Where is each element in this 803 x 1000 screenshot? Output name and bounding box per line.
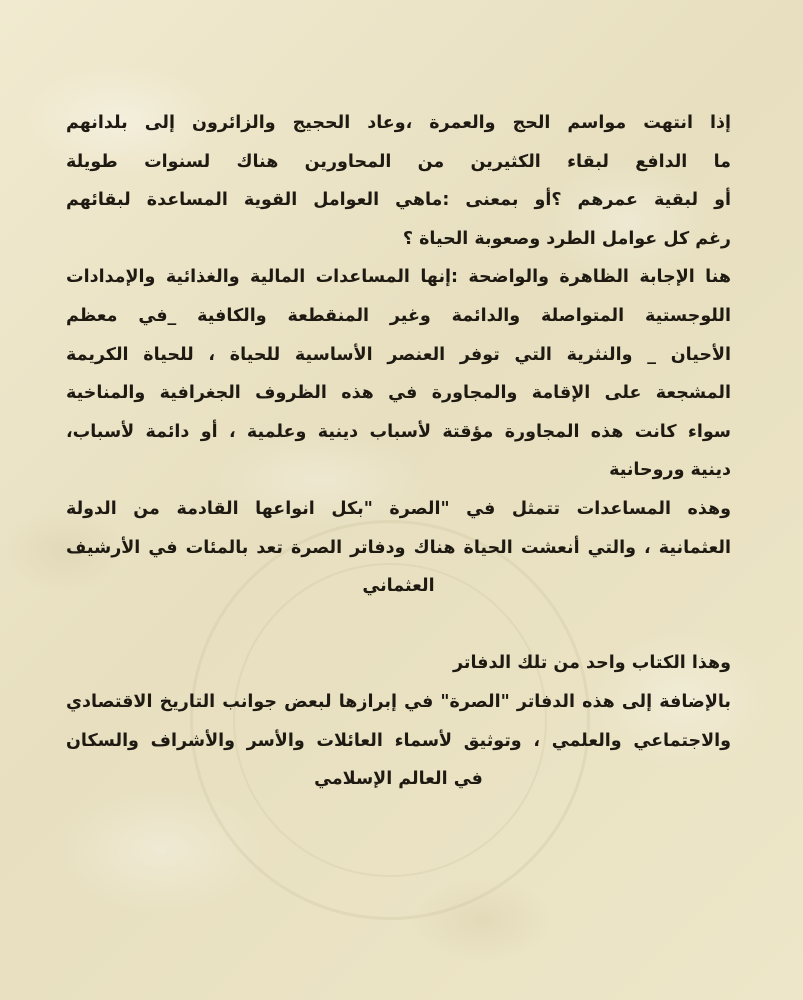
arabic-text-body — [66, 104, 731, 799]
text-line: رغم كل عوامل الطرد وصعوبة الحياة ؟ — [402, 228, 731, 249]
text-line: المشجعة على الإقامة والمجاورة في هذه الظروف الجغرافية والمناخية — [66, 383, 731, 404]
text-line: ما الدافع لبقاء الكثيرين من المحاورين هناك لسنوات طويلة — [66, 151, 731, 172]
text-line: سواء كانت هذه المجاورة مؤقتة لأسباب دينية وعلمية ، أو دائمة لأسباب، — [66, 421, 731, 442]
text-line: العثمانية ، والتي أنعشت الحياة هناك ودفاتر الصرة تعد بالمئات في الأرشيف — [66, 537, 731, 558]
text-line: أو لبقية عمرهم ؟أو بمعنى :ماهي العوامل القوية المساعدة لبقائهم — [66, 190, 731, 211]
text-line: العثماني — [362, 576, 435, 597]
text-line: الأحيان _ والنثرية التي توفر العنصر الأساسية للحياة ، للحياة الكريمة — [66, 344, 731, 365]
text-line: وهذه المساعدات تتمثل في "الصرة "بكل انواعها القادمة من الدولة — [66, 498, 731, 519]
text-line: إذا انتهت مواسم الحج والعمرة ،وعاد الحجيج والزائرون إلى بلدانهم — [66, 113, 731, 133]
text-line: في العالم الإسلامي — [314, 769, 483, 790]
text-line: دينية وروحانية — [609, 460, 731, 481]
text-line: هنا الإجابة الظاهرة والواضحة :إنها المساعدات المالية والغذائية والإمدادات — [66, 267, 731, 288]
text-line: اللوجستية المتواصلة والدائمة وغير المنقطعة والكافية _في معظم — [66, 305, 731, 326]
paragraph-spacer — [66, 606, 731, 645]
text-line: والاجتماعي والعلمي ، وتوثيق لأسماء العائلات والأسر والأشراف والسكان — [66, 730, 731, 751]
text-line: بالإضافة إلى هذه الدفاتر "الصرة" في إبرازها لبعض جوانب التاريخ الاقتصادي — [66, 691, 731, 712]
text-line: وهذا الكتاب واحد من تلك الدفاتر — [453, 653, 731, 674]
